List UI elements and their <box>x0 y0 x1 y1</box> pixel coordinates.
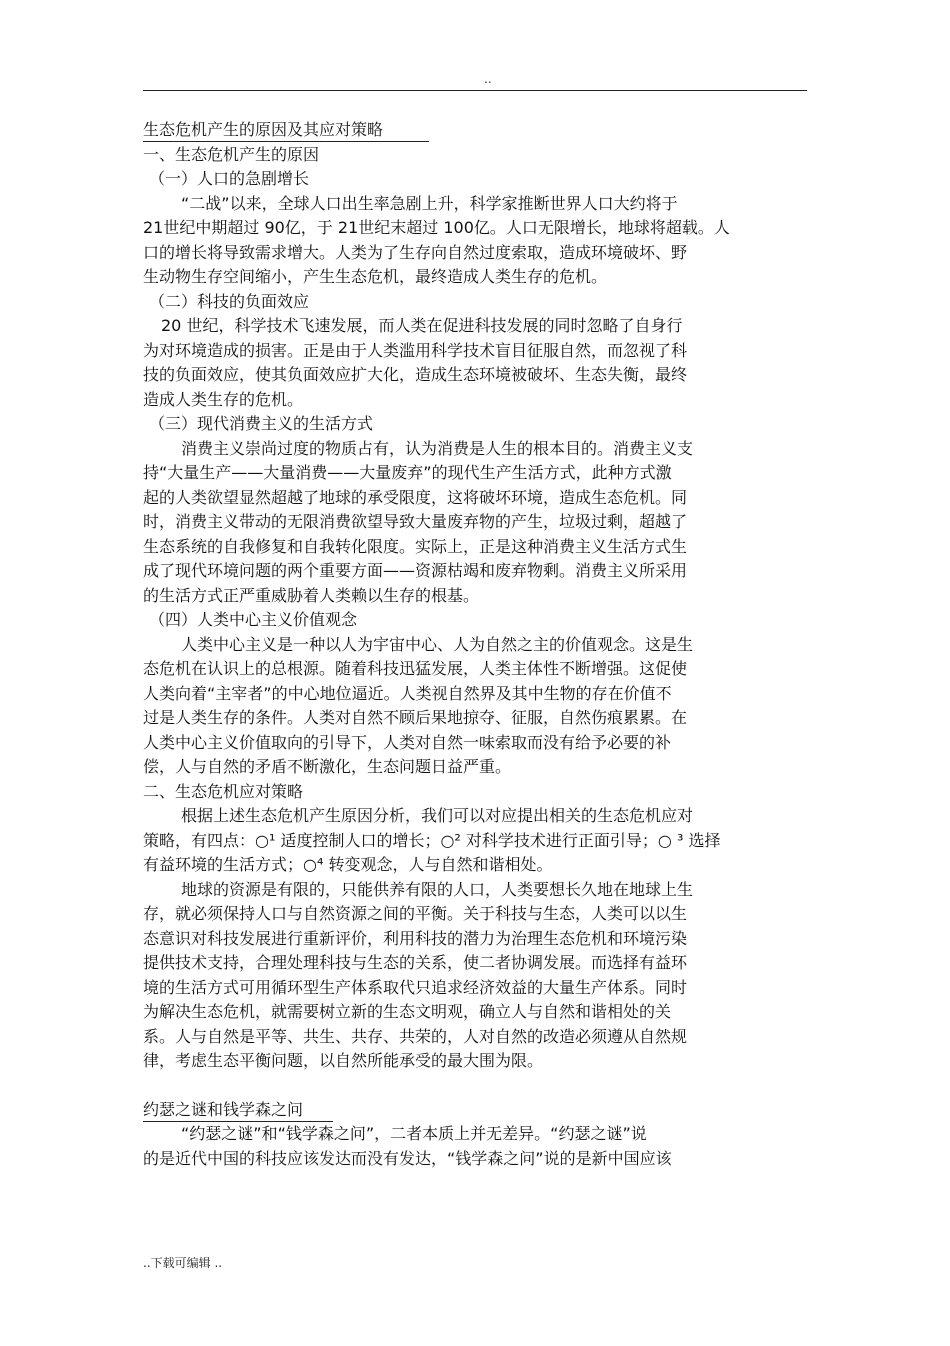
paragraph-line: 地球的资源是有限的，只能供养有限的人口，人类要想长久地在地球上生 <box>181 879 694 899</box>
section-heading: 二、生态危机应对策略 <box>143 781 304 801</box>
paragraph-line: 21世纪中期超过 90亿，于 21世纪末超过 100亿。人口无限增长，地球将超载。人 <box>143 218 730 237</box>
paragraph-line: 为解决生态危机，就需要树立新的生态文明观，确立人与自然和谐相处的关 <box>143 1002 672 1021</box>
paragraph-line: 有益环境的生活方式；○⁴ 转变观念，人与自然和谐相处。 <box>143 855 553 874</box>
paragraph-line: 成了现代环境问题的两个重要方面——资源枯竭和废弃物剩。消费主义所采用 <box>143 561 688 580</box>
header-marker: .. <box>484 72 492 86</box>
paragraph-line: 人类中心主义价值取向的引导下，人类对自然一味索取而没有给予必要的补 <box>143 732 672 752</box>
paragraph-line: 生态系统的自我修复和自我转化限度。实际上，正是这种消费主义生活方式生 <box>143 536 688 556</box>
document-page <box>143 118 807 1171</box>
subsection-heading: （四）人类中心主义价值观念 <box>149 610 358 629</box>
paragraph-line: 技的负面效应，使其负面效应扩大化，造成生态环境被破坏、生态失衡，最终 <box>143 365 688 384</box>
subsection-heading: （二）科技的负面效应 <box>149 291 310 311</box>
paragraph-gap <box>143 1074 807 1098</box>
paragraph-line: 根据上述生态危机产生原因分析，我们可以对应提出相关的生态危机应对 <box>181 806 694 825</box>
subsection-heading: （一）人口的急剧增长 <box>149 169 310 188</box>
paragraph-line: “二战”以来，全球人口出生率急剧上升，科学家推断世界人口大约将于 <box>181 193 678 213</box>
paragraph-line: 态意识对科技发展进行重新评价，利用科技的潜力为治理生态危机和环境污染 <box>143 928 688 948</box>
paragraph-line: 起的人类欲望显然超越了地球的承受限度，这将破坏环境，造成生态危机。同 <box>143 487 688 507</box>
paragraph-line: 的生活方式正严重威胁着人类赖以生存的根基。 <box>143 585 480 605</box>
paragraph-line: 系。人与自然是平等、共生、共存、共荣的，人对自然的改造必须遵从自然规 <box>143 1026 688 1046</box>
section-heading: 一、生态危机产生的原因 <box>143 144 320 164</box>
paragraph-line: 态危机在认识上的总根源。随着科技迅猛发展，人类主体性不断增强。这促使 <box>143 659 688 678</box>
article-title: 生态危机产生的原因及其应对策略 <box>143 119 429 142</box>
header-rule <box>143 90 807 91</box>
paragraph-line: 20 世纪，科学技术飞速发展，而人类在促进科技发展的同时忽略了自身行 <box>161 316 683 335</box>
article-title-row <box>143 118 807 143</box>
paragraph-line: 口的增长将导致需求增大。人类为了生存向自然过度索取，造成环境破坏、野 <box>143 242 688 262</box>
article-title: 约瑟之谜和钱学森之问 <box>143 1099 333 1122</box>
paragraph-line: 时，消费主义带动的无限消费欲望导致大量废弃物的产生，垃圾过剩，超越了 <box>143 512 688 531</box>
paragraph-line: 为对环境造成的损害。正是由于人类滥用科学技术盲目征服自然，而忽视了科 <box>143 340 688 360</box>
paragraph-line: 律，考虑生态平衡问题，以自然所能承受的最大围为限。 <box>143 1051 544 1070</box>
paragraph-line: 提供技术支持，合理处理科技与生态的关系，使二者协调发展。而选择有益环 <box>143 953 688 972</box>
paragraph-line: 过是人类生存的条件。人类对自然不顾后果地掠夺、征服，自然伤痕累累。在 <box>143 708 688 727</box>
article-title-row <box>143 1098 807 1123</box>
paragraph-line: 造成人类生存的危机。 <box>143 389 304 409</box>
paragraph-line: 策略，有四点：○¹ 适度控制人口的增长；○² 对科学技术进行正面引导；○ ³ 选择 <box>143 830 721 850</box>
paragraph-line: 人类中心主义是一种以人为宇宙中心、人为自然之主的价值观念。这是生 <box>181 634 694 654</box>
paragraph-line: 存，就必须保持人口与自然资源之间的平衡。关于科技与生态，人类可以以生 <box>143 904 688 923</box>
footer-note: ..下载可编辑 .. <box>143 1256 223 1270</box>
paragraph-line: “约瑟之谜”和“钱学森之问”，二者本质上并无差异。“约瑟之谜”说 <box>181 1124 647 1143</box>
paragraph-line: 偿，人与自然的矛盾不断激化，生态问题日益严重。 <box>143 757 512 776</box>
paragraph-line: 人类向着“主宰者”的中心地位逼近。人类视自然界及其中生物的存在价值不 <box>143 683 672 703</box>
paragraph-line: 境的生活方式可用循环型生产体系取代只追求经济效益的大量生产体系。同时 <box>143 977 688 997</box>
paragraph-line: 持“大量生产——大量消费——大量废弃”的现代生产生活方式，此种方式激 <box>143 463 672 482</box>
subsection-heading: （三）现代消费主义的生活方式 <box>149 414 374 433</box>
paragraph-line: 的是近代中国的科技应该发达而没有发达，“钱学森之问”说的是新中国应该 <box>143 1148 672 1168</box>
paragraph-line: 生动物生存空间缩小，产生生态危机，最终造成人类生存的危机。 <box>143 267 608 286</box>
paragraph-line: 消费主义崇尚过度的物质占有，认为消费是人生的根本目的。消费主义支 <box>181 438 694 458</box>
